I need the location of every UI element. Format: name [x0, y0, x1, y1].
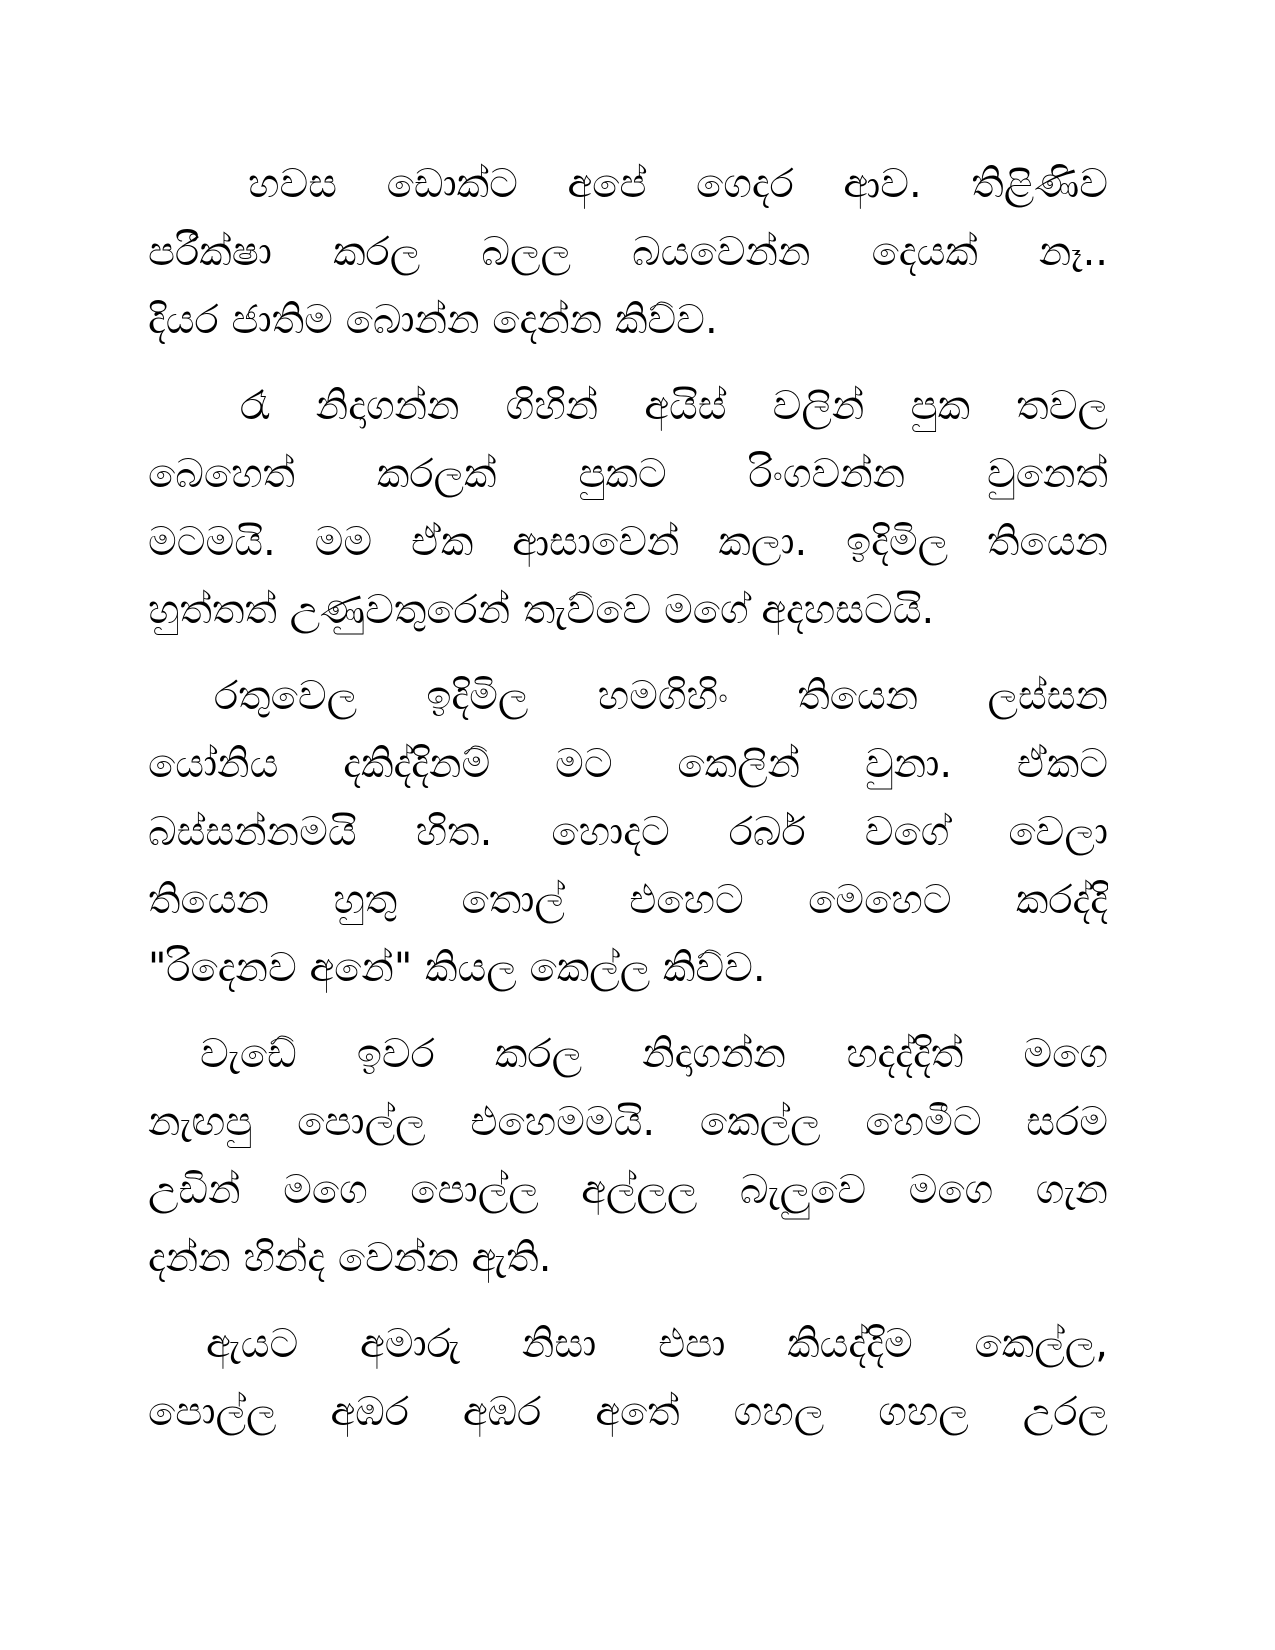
text-line: උඩින් මගෙ පොල්ල අල්ලල බැලුවෙ මගෙ ගැන — [148, 1167, 1108, 1213]
text-line: හවස ඩොක්ට අපේ ගෙදර ආව. තිළිණිව — [248, 161, 1108, 207]
text-line: පරීක්ෂා කරල බලල බයවෙන්න දෙයක් නෑ.. — [148, 229, 1108, 275]
text-line: වැඩේ ඉවර කරල නිදාගන්න හදද්දිත් මගෙ — [200, 1031, 1108, 1077]
text-line: යෝනිය දකිද්දිනම් මට කෙලින් වුනා. ඒකට — [148, 741, 1108, 787]
text-line: මටමයි. මම ඒක ආසාවෙන් කලා. ඉදිමිල තියෙන — [148, 519, 1108, 565]
text-line: නැඟපු පොල්ල එහෙමමයි. කෙල්ල හෙමීට සරම — [148, 1099, 1108, 1145]
text-line: දියර ජාතිම බොන්න දෙන්න කිව්ව. — [148, 297, 718, 343]
text-line: රෑ නිදාගන්න ගිහින් අයිස් වලින් පුක තවල — [240, 383, 1108, 429]
text-line: "රිදෙනව අනේ" කියල කෙල්ල කිව්ව. — [148, 945, 766, 991]
text-line: තියෙන හුතු තොල් එහෙට මෙහෙට කරද්දි — [148, 877, 1108, 923]
paragraph — [148, 662, 1108, 1002]
paragraph — [148, 372, 1108, 644]
text-line: දන්න හින්ද වෙන්න ඇති. — [148, 1235, 552, 1281]
paragraph — [148, 150, 1108, 354]
text-line: බස්සන්නමයි හිත. හොදට රබර් වගේ වෙලා — [148, 809, 1108, 855]
text-line: රතුවෙල ඉදිමිල හමගිහිං තියෙන ලස්සන — [214, 673, 1108, 719]
text-line: ඇයට අමාරු නිසා එපා කියද්දිම කෙල්ල, — [206, 1321, 1108, 1367]
text-line: හුත්තත් උණුවතුරෙන් තැව්වෙ මගේ අදහසටයි. — [148, 587, 935, 633]
text-line: බෙහෙත් කරලක් පුකට රිංගවන්න වුනෙත් — [148, 451, 1108, 497]
paragraph — [148, 1310, 1108, 1446]
body-text — [148, 150, 1108, 1446]
paragraph — [148, 1020, 1108, 1292]
text-line: පොල්ල අඹර අඹර අතේ ගහල ගහල උරල — [148, 1389, 1108, 1435]
